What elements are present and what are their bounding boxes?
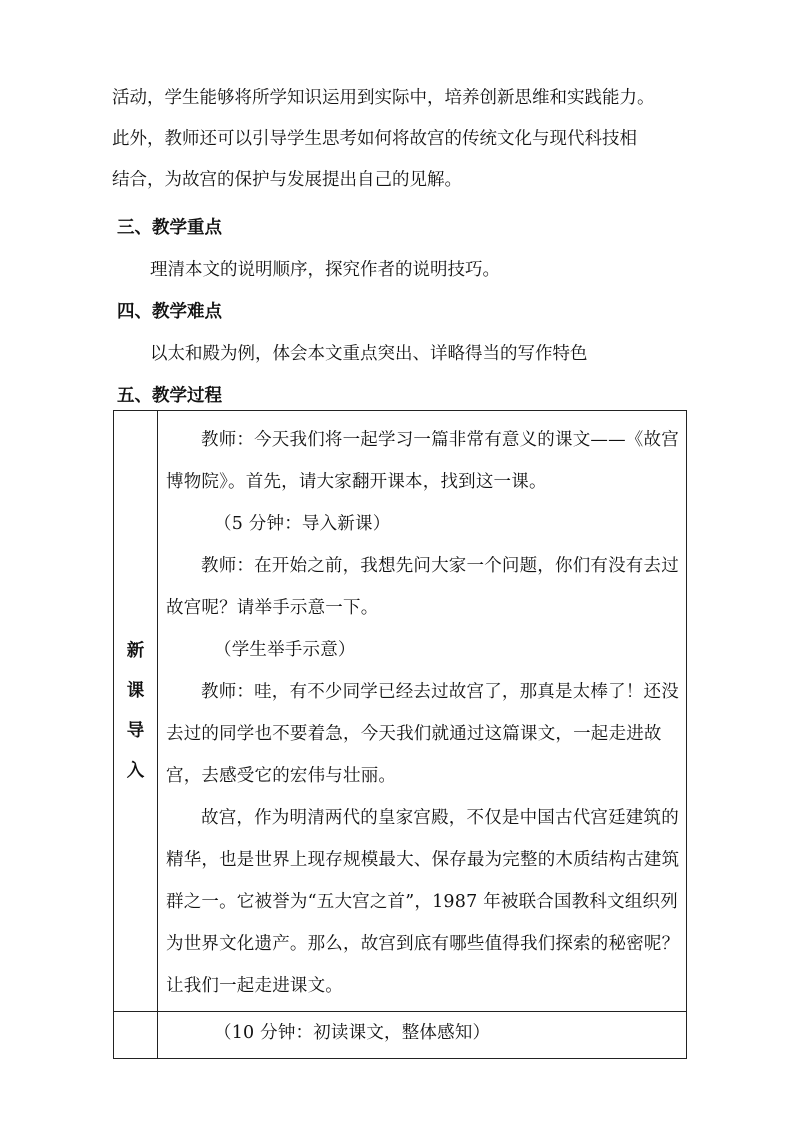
row-label-cell-empty <box>114 1012 158 1059</box>
teacher-paragraph-3: 教师：哇，有不少同学已经去过故宫了，那真是太棒了！还没去过的同学也不要着急，今天我们就通过这篇课文，一起走进故宫，去感受它的宏伟与壮丽。 <box>166 682 679 786</box>
table-row <box>114 411 687 1012</box>
intro-paragraph <box>112 78 692 201</box>
intro-line-3: 结合，为故宫的保护与发展提出自己的见解。 <box>112 170 462 190</box>
row-content-cell <box>158 1012 687 1059</box>
section-4-body: 以太和殿为例，体会本文重点突出、详略得当的写作特色 <box>150 344 588 364</box>
time-note-5min: （5 分钟：导入新课） <box>214 514 391 534</box>
palace-description-paragraph: 故宫，作为明清两代的皇家宫殿，不仅是中国古代宫廷建筑的精华，也是世界上现存规模最大、保存最为完整的木质结构古建筑群之一。它被誉为“五大宫之首”，1987 年被联合国教科文组织列为世界文化遗产。那么，故宫到底有哪些值得我们探索的秘密呢？让我们一起走进课文。 <box>166 808 680 996</box>
teaching-process-table <box>113 410 687 1059</box>
table-row <box>114 1012 687 1059</box>
row-label-cell <box>114 411 158 1012</box>
intro-line-2: 此外，教师还可以引导学生思考如何将故宫的传统文化与现代科技相 <box>112 129 637 149</box>
section-3-body: 理清本文的说明顺序，探究作者的说明技巧。 <box>150 260 500 280</box>
row-content-cell <box>158 411 687 1012</box>
row-label-new-lesson-intro: 新 课 导 入 <box>126 641 145 781</box>
time-note-10min: （10 分钟：初读课文，整体感知） <box>214 1023 491 1043</box>
section-4-heading: 四、教学难点 <box>117 302 222 322</box>
teacher-paragraph-1: 教师：今天我们将一起学习一篇非常有意义的课文——《故宫博物院》。首先，请大家翻开课本，找到这一课。 <box>166 430 679 492</box>
intro-line-1: 活动，学生能够将所学知识运用到实际中，培养创新思维和实践能力。 <box>112 88 655 108</box>
teacher-paragraph-2: 教师：在开始之前，我想先问大家一个问题，你们有没有去过故宫呢？请举手示意一下。 <box>166 556 679 618</box>
section-3-heading: 三、教学重点 <box>117 218 222 238</box>
section-5-heading: 五、教学过程 <box>117 386 222 406</box>
student-action-note: （学生举手示意） <box>214 640 356 660</box>
